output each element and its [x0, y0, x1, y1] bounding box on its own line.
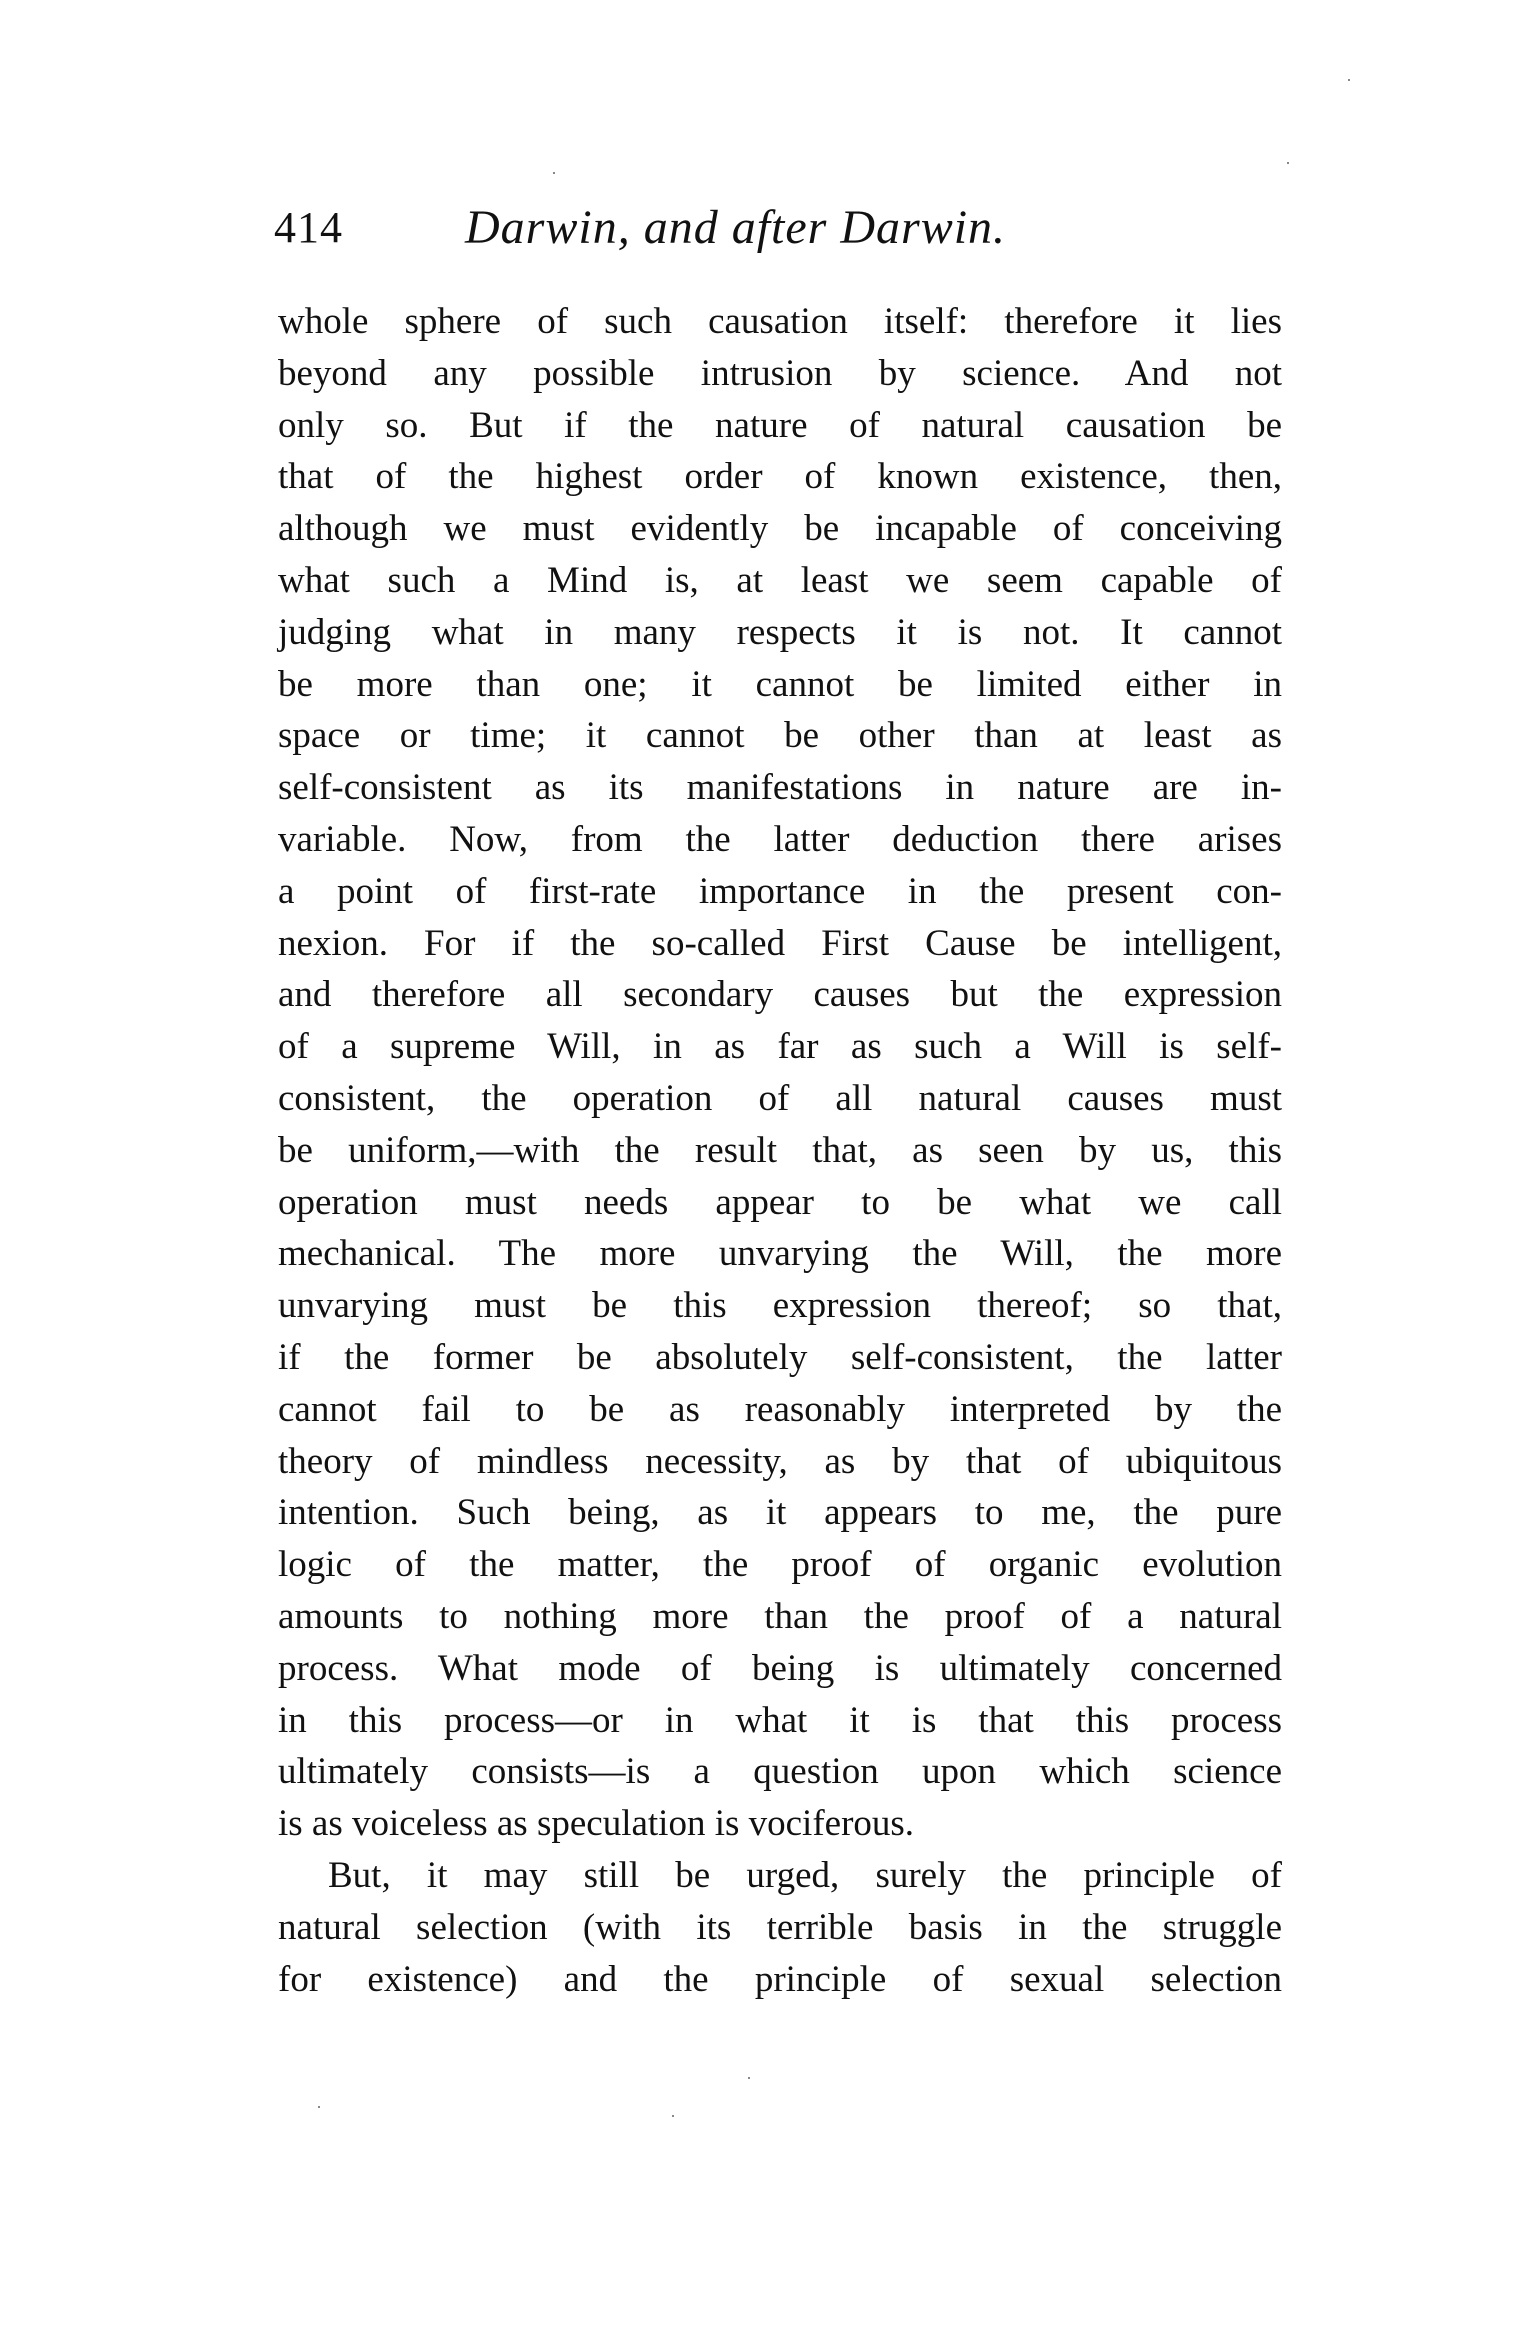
text-line: cannot fail to be as reasonably interpreted by the: [278, 1388, 1282, 1430]
text-line: that of the highest order of known existence, then,: [278, 456, 1282, 498]
text-line: intention. Such being, as it appears to me, the pure: [278, 1492, 1282, 1534]
text-line: ultimately consists—is a question upon which science: [278, 1751, 1282, 1793]
text-line: nexion. For if the so-called First Cause be intelligent,: [278, 922, 1282, 964]
paragraph-2: [278, 1850, 1282, 2005]
scan-speck: [748, 2077, 750, 2079]
text-line: be more than one; it cannot be limited either in: [278, 663, 1282, 705]
text-line: operation must needs appear to be what we call: [278, 1181, 1282, 1223]
paragraph-1: [278, 296, 1282, 1850]
text-line: amounts to nothing more than the proof of a natural: [278, 1595, 1282, 1637]
text-line: is as voiceless as speculation is vociferous.: [278, 1803, 915, 1845]
text-line: theory of mindless necessity, as by that of ubiquitous: [278, 1440, 1282, 1482]
text-line: natural selection (with its terrible basis in the struggle: [278, 1906, 1282, 1948]
text-line: what such a Mind is, at least we seem capable of: [278, 559, 1282, 601]
text-line: variable. Now, from the latter deduction there arises: [278, 818, 1282, 860]
scan-speck: [672, 2115, 674, 2117]
scan-speck: [318, 2106, 320, 2108]
text-line: although we must evidently be incapable of conceiving: [278, 508, 1282, 550]
text-line: for existence) and the principle of sexual selection: [278, 1958, 1282, 2000]
text-line: whole sphere of such causation itself: therefore it lies: [278, 301, 1282, 342]
text-line: beyond any possible intrusion by science. And not: [278, 352, 1282, 394]
text-line: mechanical. The more unvarying the Will, the more: [278, 1233, 1282, 1275]
page-number: 414: [274, 203, 343, 252]
text-line: only so. But if the nature of natural causation be: [278, 404, 1282, 446]
text-line: unvarying must be this expression thereof; so that,: [278, 1285, 1282, 1327]
scan-speck: [1348, 79, 1350, 81]
text-line: But, it may still be urged, surely the principle of: [328, 1854, 1282, 1896]
text-line: if the former be absolutely self-consistent, the latter: [278, 1336, 1282, 1378]
text-line: process. What mode of being is ultimately concerned: [278, 1647, 1282, 1689]
text-line: logic of the matter, the proof of organic evolution: [278, 1544, 1282, 1586]
text-line: consistent, the operation of all natural causes must: [278, 1077, 1282, 1119]
text-line: and therefore all secondary causes but the expression: [278, 974, 1282, 1016]
running-title: Darwin, and after Darwin.: [465, 201, 1007, 254]
running-head: [274, 198, 1282, 258]
text-line: space or time; it cannot be other than at least as: [278, 715, 1282, 757]
text-line: a point of first-rate importance in the present con-: [278, 870, 1282, 912]
text-line: in this process—or in what it is that this process: [278, 1699, 1282, 1741]
text-line: self-consistent as its manifestations in nature are in-: [278, 767, 1282, 809]
text-line: of a supreme Will, in as far as such a Will is self-: [278, 1026, 1282, 1068]
body-text: [278, 296, 1282, 2005]
scan-speck: [553, 172, 555, 174]
text-line: be uniform,—with the result that, as seen by us, this: [278, 1129, 1282, 1171]
scan-speck: [1287, 162, 1289, 164]
text-line: judging what in many respects it is not. It cannot: [278, 611, 1282, 653]
